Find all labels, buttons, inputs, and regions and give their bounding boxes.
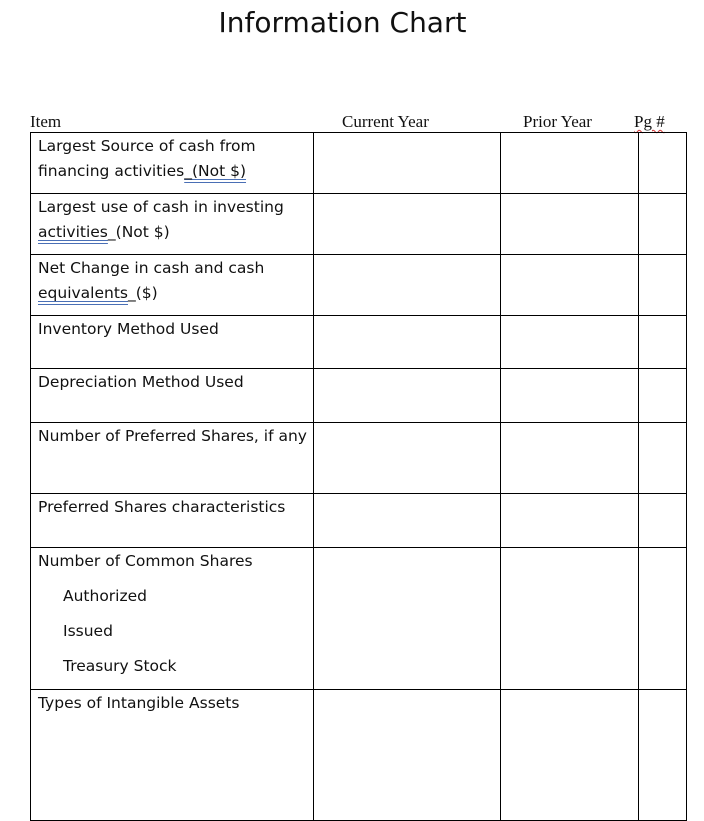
item-label-line1: Largest Source of cash from — [38, 137, 256, 155]
page-number-cell[interactable] — [639, 369, 687, 423]
item-label: Preferred Shares characteristics — [38, 498, 286, 516]
current-year-cell[interactable] — [314, 255, 501, 316]
item-cell[interactable] — [31, 690, 314, 821]
item-cell[interactable] — [31, 494, 314, 548]
prior-year-cell[interactable] — [501, 255, 639, 316]
current-year-cell[interactable] — [314, 690, 501, 821]
column-header-prior-year: Prior Year — [523, 112, 592, 131]
sub-item-treasury-stock: Treasury Stock — [63, 657, 177, 675]
item-label-note: _(Not $) — [184, 162, 247, 180]
item-cell[interactable] — [31, 369, 314, 423]
prior-year-cell[interactable] — [501, 316, 639, 369]
current-year-cell[interactable] — [314, 494, 501, 548]
page-number-cell[interactable] — [639, 494, 687, 548]
item-cell[interactable] — [31, 548, 314, 690]
prior-year-cell[interactable] — [501, 494, 639, 548]
table-row — [31, 548, 687, 690]
item-label: Inventory Method Used — [38, 320, 219, 338]
current-year-cell[interactable] — [314, 548, 501, 690]
prior-year-cell[interactable] — [501, 690, 639, 821]
page-number-cell[interactable] — [639, 690, 687, 821]
column-header-current-year: Current Year — [342, 112, 429, 131]
prior-year-cell[interactable] — [501, 133, 639, 194]
table-row — [31, 423, 687, 494]
item-label-note: _($) — [128, 284, 158, 302]
table-row — [31, 494, 687, 548]
prior-year-cell[interactable] — [501, 548, 639, 690]
item-label-line1: Net Change in cash and cash — [38, 259, 265, 277]
item-label: Types of Intangible Assets — [38, 694, 240, 712]
sub-item-authorized: Authorized — [63, 587, 148, 605]
item-cell[interactable] — [31, 194, 314, 255]
page-number-cell[interactable] — [639, 133, 687, 194]
information-table — [30, 132, 687, 821]
item-label: Depreciation Method Used — [38, 373, 244, 391]
page-number-cell[interactable] — [639, 423, 687, 494]
table-row — [31, 690, 687, 821]
item-label: Number of Common Shares — [38, 552, 253, 570]
item-label-line2: activities — [38, 223, 108, 241]
item-label-line1: Largest use of cash in investing — [38, 198, 284, 216]
page-number-cell[interactable] — [639, 255, 687, 316]
table-row — [31, 194, 687, 255]
current-year-cell[interactable] — [314, 369, 501, 423]
current-year-cell[interactable] — [314, 133, 501, 194]
page-number-cell[interactable] — [639, 548, 687, 690]
prior-year-cell[interactable] — [501, 194, 639, 255]
sub-item-issued: Issued — [63, 622, 113, 640]
page-number-cell[interactable] — [639, 316, 687, 369]
column-header-page-number: Pg # — [634, 112, 665, 131]
item-cell[interactable] — [31, 316, 314, 369]
current-year-cell[interactable] — [314, 194, 501, 255]
table-row — [31, 316, 687, 369]
item-cell[interactable] — [31, 255, 314, 316]
item-label: Number of Preferred Shares, if any — [38, 427, 307, 445]
item-cell[interactable] — [31, 423, 314, 494]
item-label-line2: financing activities — [38, 162, 185, 180]
document-title: Information Chart — [218, 6, 467, 39]
current-year-cell[interactable] — [314, 423, 501, 494]
prior-year-cell[interactable] — [501, 369, 639, 423]
item-label-note: _(Not $) — [107, 223, 170, 241]
column-header-item: Item — [30, 112, 62, 131]
item-cell[interactable] — [31, 133, 314, 194]
prior-year-cell[interactable] — [501, 423, 639, 494]
table-row — [31, 133, 687, 194]
table-row — [31, 369, 687, 423]
current-year-cell[interactable] — [314, 316, 501, 369]
table-row — [31, 255, 687, 316]
page-number-cell[interactable] — [639, 194, 687, 255]
item-label-line2: equivalents — [38, 284, 128, 302]
